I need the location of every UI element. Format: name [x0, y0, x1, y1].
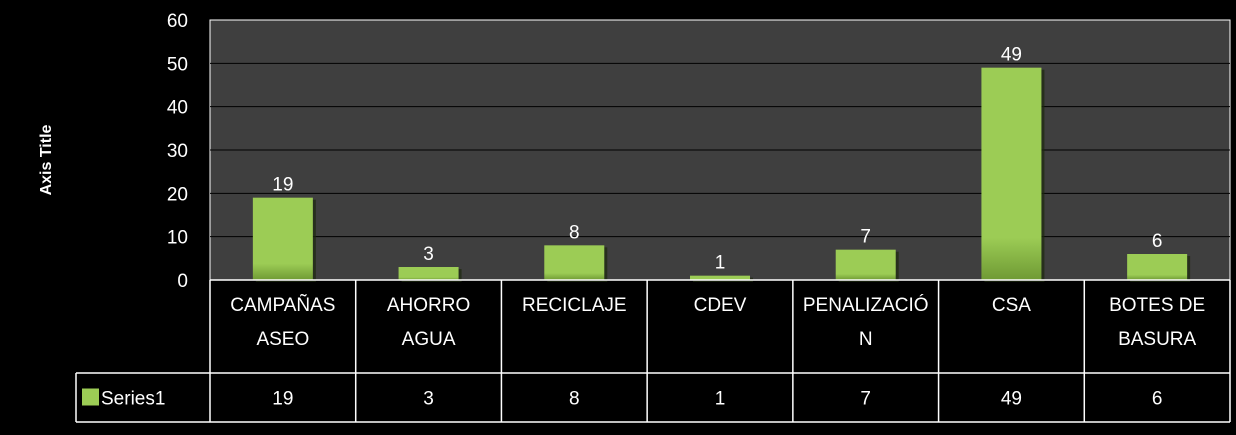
x-category-label: CAMPAÑAS: [230, 295, 336, 316]
bar: [1127, 254, 1187, 280]
x-category-label: BASURA: [1118, 329, 1197, 350]
table-value: 19: [272, 388, 294, 410]
bar: [836, 250, 896, 280]
x-category-label: CSA: [991, 295, 1031, 316]
x-category-label: CDEV: [693, 295, 747, 316]
y-tick-label: 40: [166, 97, 188, 119]
y-axis-tick-labels: [167, 11, 188, 292]
legend-key: [82, 389, 99, 406]
data-label: 6: [1151, 231, 1163, 252]
data-label: 7: [860, 226, 872, 248]
x-category-label: ASEO: [256, 329, 310, 350]
y-tick-label: 50: [166, 54, 188, 76]
bar: [544, 245, 604, 280]
x-category-label: PENALIZACIÓ: [802, 295, 929, 316]
data-label: 1: [714, 252, 726, 274]
bar: [253, 198, 313, 280]
y-tick-label: 0: [177, 271, 188, 292]
x-category-label: BOTES DE: [1109, 295, 1206, 316]
x-category-label: AHORRO: [386, 295, 471, 316]
x-category-label: N: [858, 329, 873, 350]
bar: [981, 68, 1041, 280]
x-category-label: AGUA: [401, 329, 456, 350]
table-value: 49: [1000, 388, 1022, 410]
table-value: 7: [860, 388, 872, 410]
y-tick-label: 20: [166, 184, 188, 206]
table-value: 8: [568, 388, 580, 410]
table-value: 3: [423, 388, 434, 410]
y-tick-label: 10: [166, 227, 188, 249]
table-value: 6: [1151, 388, 1163, 410]
data-label: 8: [568, 222, 580, 244]
bar: [399, 267, 459, 280]
x-category-label: RECICLAJE: [522, 295, 627, 316]
data-label: 49: [1000, 44, 1022, 66]
data-label: 3: [423, 244, 434, 265]
y-axis-title: Axis Title: [38, 124, 55, 196]
table-value: 1: [714, 388, 726, 410]
legend-series-name: Series1: [101, 388, 166, 410]
y-tick-label: 60: [166, 11, 188, 32]
data-table: [76, 280, 1230, 422]
y-tick-label: 30: [166, 141, 188, 162]
data-label: 19: [272, 174, 294, 196]
